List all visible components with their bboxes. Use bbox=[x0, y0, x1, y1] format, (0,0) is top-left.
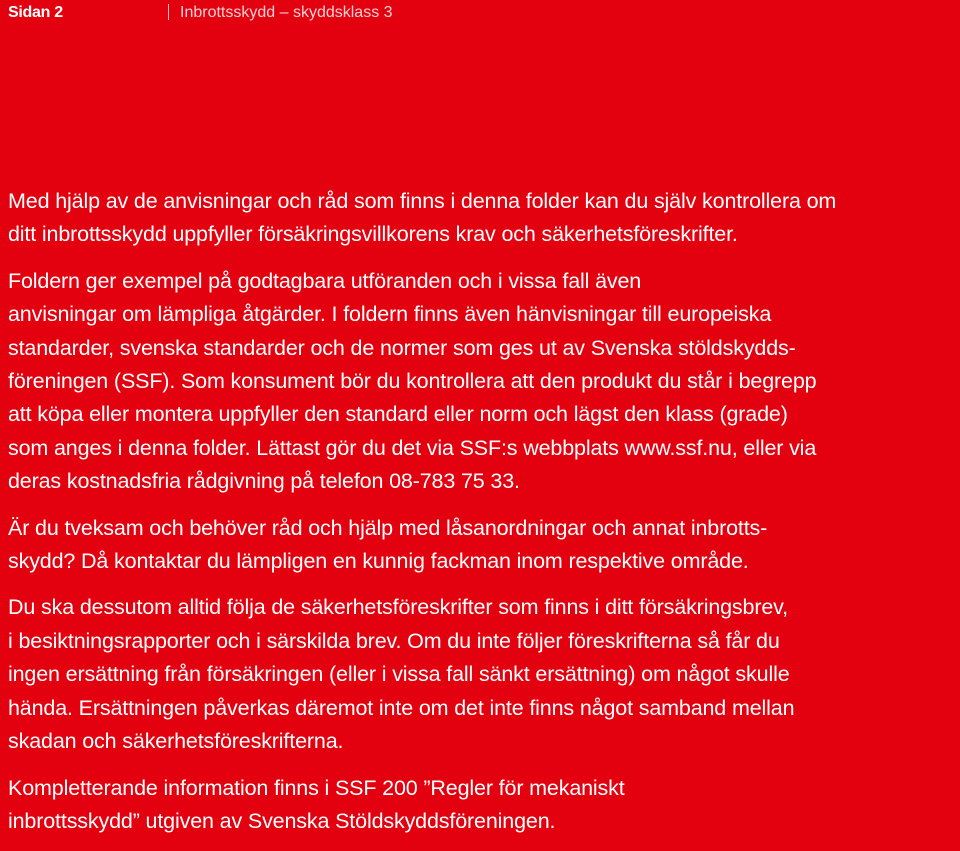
text-line: att köpa eller montera uppfyller den standard eller norm och lägst den klass (grade) bbox=[8, 402, 788, 427]
paragraph-advice bbox=[8, 512, 956, 579]
text-line: Med hjälp av de anvisningar och råd som finns i denna folder kan du själv kontrollera om bbox=[8, 189, 837, 213]
page-number: Sidan 2 bbox=[8, 4, 63, 21]
text-line: Du ska dessutom alltid följa de säkerhetsföreskrifter som finns i ditt försäkringsbrev, bbox=[8, 595, 788, 620]
paragraph-intro bbox=[8, 185, 956, 252]
text-line: föreningen (SSF). Som konsument bör du kontrollera att den produkt du står i begrepp bbox=[8, 369, 817, 394]
header-title: Inbrottsskydd – skyddsklass 3 bbox=[180, 4, 393, 21]
text-line: hända. Ersättningen påverkas däremot inte om det inte finns något samband mellan bbox=[8, 695, 795, 720]
text-line: ingen ersättning från försäkringen (eller i vissa fall sänkt ersättning) om något skulle bbox=[8, 662, 790, 687]
text-line: standarder, svenska standarder och de normer som ges ut av Svenska stöldskydds- bbox=[8, 335, 796, 360]
paragraph-standards bbox=[8, 265, 956, 499]
header-divider bbox=[168, 4, 169, 20]
text-line: Är du tveksam och behöver råd och hjälp med låsanordningar och annat inbrotts- bbox=[8, 515, 768, 540]
text-line: Kompletterande information finns i SSF 200 ”Regler för mekaniskt bbox=[8, 775, 625, 800]
text-line: skadan och säkerhetsföreskrifterna. bbox=[8, 729, 344, 754]
text-line: anvisningar om lämpliga åtgärder. I foldern finns även hänvisningar till europeiska bbox=[8, 302, 772, 327]
text-line: som anges i denna folder. Lättast gör du det via SSF:s webbplats www.ssf.nu, eller via bbox=[8, 435, 817, 460]
text-line: Foldern ger exempel på godtagbara utföranden och i vissa fall även bbox=[8, 268, 642, 293]
body-text bbox=[8, 185, 956, 851]
text-line: i besiktningsrapporter och i särskilda brev. Om du inte följer föreskrifterna så får du bbox=[8, 628, 780, 653]
text-line: deras kostnadsfria rådgivning på telefon 08-783 75 33. bbox=[8, 469, 520, 494]
paragraph-additional-info bbox=[8, 772, 956, 839]
paragraph-regulations bbox=[8, 591, 956, 758]
text-line: skydd? Då kontaktar du lämpligen en kunnig fackman inom respektive område. bbox=[8, 549, 749, 574]
text-line: ditt inbrottsskydd uppfyller försäkringsvillkorens krav och säkerhetsföreskrifter. bbox=[8, 222, 738, 247]
page-header bbox=[0, 0, 960, 26]
text-line: inbrottsskydd” utgiven av Svenska Stöldskyddsföreningen. bbox=[8, 808, 556, 833]
